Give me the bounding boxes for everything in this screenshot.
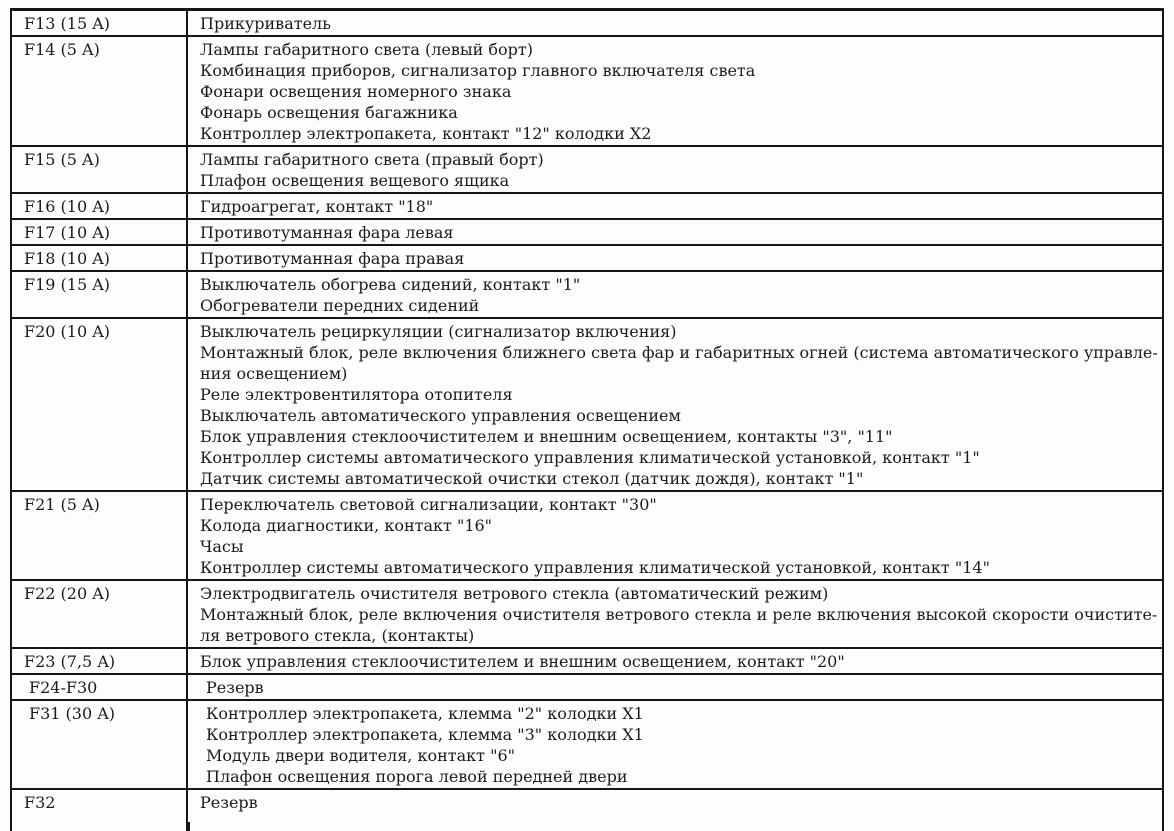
- fuse-circuits-cell: [188, 272, 1162, 317]
- fuse-circuits-cell: [188, 37, 1162, 145]
- fuse-id-cell: [12, 492, 188, 579]
- fuse-table: [10, 8, 1164, 831]
- fuse-id: F24-F30: [29, 678, 98, 697]
- circuit-line: Выключатель автоматического управления освещением: [200, 406, 681, 425]
- table-row-f32: [12, 788, 1162, 831]
- fuse-circuits-cell: [188, 649, 1162, 673]
- fuse-id-cell: [12, 581, 188, 647]
- fuse-id: F18 (10 A): [24, 249, 111, 268]
- circuit-line: Лампы габаритного света (правый борт): [200, 150, 544, 169]
- fuse-id: F15 (5 A): [24, 150, 100, 169]
- table-row-f19: [12, 270, 1162, 317]
- fuse-circuits-cell: [188, 11, 1162, 35]
- fuse-id: F32: [24, 793, 56, 812]
- circuit-line: Блок управления стеклоочистителем и внешним освещением, контакты "3", "11": [200, 427, 893, 446]
- circuit-line: Часы: [200, 537, 244, 556]
- fuse-circuits-cell: [188, 790, 1162, 831]
- circuit-line: Выключатель рециркуляции (сигнализатор включения): [200, 322, 677, 341]
- circuit-line: Противотуманная фара правая: [200, 249, 465, 268]
- table-row-f15: [12, 145, 1162, 192]
- fuse-circuits-cell: [188, 701, 1162, 788]
- fuse-circuits-cell: [188, 194, 1162, 218]
- table-row-f24-f30: [12, 673, 1162, 699]
- fuse-id: F21 (5 A): [24, 495, 100, 514]
- fuse-circuits-cell: [188, 147, 1162, 192]
- fuse-id: F17 (10 A): [24, 223, 111, 242]
- circuit-line: Прикуриватель: [200, 14, 331, 33]
- fuse-id: F13 (15 A): [24, 14, 111, 33]
- fuse-id: F14 (5 A): [24, 40, 100, 59]
- circuit-line: Плафон освещения вещевого ящика: [200, 171, 510, 190]
- fuse-id-cell: [12, 194, 188, 218]
- circuit-line: Блок управления стеклоочистителем и внешним освещением, контакт "20": [200, 652, 845, 671]
- fuse-id: F20 (10 A): [24, 322, 111, 341]
- fuse-id-cell: [12, 147, 188, 192]
- circuit-line: Датчик системы автоматической очистки стекол (датчик дождя), контакт "1": [200, 469, 864, 488]
- fuse-id-cell: [12, 790, 188, 831]
- table-row-f16: [12, 192, 1162, 218]
- fuse-id-cell: [12, 37, 188, 145]
- circuit-line: Резерв: [200, 793, 258, 812]
- circuit-line: Противотуманная фара левая: [200, 223, 454, 242]
- circuit-line: ля ветрового стекла, (контакты): [200, 626, 475, 645]
- circuit-line: Контроллер электропакета, клемма "3" колодки Х1: [206, 725, 644, 744]
- fuse-id-cell: [12, 272, 188, 317]
- circuit-line: Контроллер системы автоматического управления климатической установкой, контакт "14": [200, 558, 990, 577]
- fuse-id: F23 (7,5 A): [24, 652, 116, 671]
- fuse-id-cell: [12, 701, 188, 788]
- table-row-f21: [12, 490, 1162, 579]
- circuit-line: Лампы габаритного света (левый борт): [200, 40, 533, 59]
- circuit-line: Контроллер электропакета, контакт "12" колодки Х2: [200, 124, 652, 143]
- circuit-line: Электродвигатель очистителя ветрового стекла (автоматический режим): [200, 584, 829, 603]
- table-row-f14: [12, 35, 1162, 145]
- table-border-stub-divider: [188, 822, 190, 831]
- circuit-line: Модуль двери водителя, контакт "6": [206, 746, 515, 765]
- fuse-circuits-cell: [188, 246, 1162, 270]
- fuse-id-cell: [12, 649, 188, 673]
- circuit-line: Контроллер системы автоматического управления климатической установкой, контакт "1": [200, 448, 980, 467]
- table-row-f17: [12, 218, 1162, 244]
- circuit-line: Контроллер электропакета, клемма "2" колодки Х1: [206, 704, 644, 723]
- fuse-circuits-cell: [188, 220, 1162, 244]
- circuit-line: Плафон освещения порога левой передней двери: [206, 767, 628, 786]
- table-row-f18: [12, 244, 1162, 270]
- fuse-id: F31 (30 A): [29, 704, 116, 723]
- table-row-f22: [12, 579, 1162, 647]
- circuit-line: Комбинация приборов, сигнализатор главного включателя света: [200, 61, 756, 80]
- circuit-line: Монтажный блок, реле включения ближнего света фар и габаритных огней (система автоматического управле-: [200, 343, 1158, 362]
- circuit-line: ния освещением): [200, 364, 348, 383]
- circuit-line: Резерв: [206, 678, 264, 697]
- circuit-line: Колода диагностики, контакт "16": [200, 516, 493, 535]
- table-row-f31: [12, 699, 1162, 788]
- fuse-id-cell: [12, 319, 188, 490]
- circuit-line: Переключатель световой сигнализации, контакт "30": [200, 495, 657, 514]
- table-row-f20: [12, 317, 1162, 490]
- fuse-circuits-cell: [188, 581, 1162, 647]
- circuit-line: Гидроагрегат, контакт "18": [200, 197, 434, 216]
- circuit-line: Фонарь освещения багажника: [200, 103, 458, 122]
- circuit-line: Выключатель обогрева сидений, контакт "1": [200, 275, 581, 294]
- fuse-circuits-cell: [188, 492, 1162, 579]
- circuit-line: Фонари освещения номерного знака: [200, 82, 512, 101]
- circuit-line: Монтажный блок, реле включения очистителя ветрового стекла и реле включения высокой скорости очистите-: [200, 605, 1158, 624]
- circuit-line: Обогреватели передних сидений: [200, 296, 480, 315]
- fuse-id-cell: [12, 220, 188, 244]
- fuse-id-cell: [12, 675, 188, 699]
- fuse-id: F19 (15 A): [24, 275, 111, 294]
- circuit-line: Реле электровентилятора отопителя: [200, 385, 513, 404]
- fuse-circuits-cell: [188, 319, 1162, 490]
- table-border-stub-left: [10, 822, 12, 831]
- table-row-f23: [12, 647, 1162, 673]
- table-row-f13: [12, 11, 1162, 35]
- fuse-id: F16 (10 A): [24, 197, 111, 216]
- fuse-id-cell: [12, 246, 188, 270]
- fuse-circuits-cell: [188, 675, 1162, 699]
- fuse-id: F22 (20 A): [24, 584, 111, 603]
- fuse-id-cell: [12, 11, 188, 35]
